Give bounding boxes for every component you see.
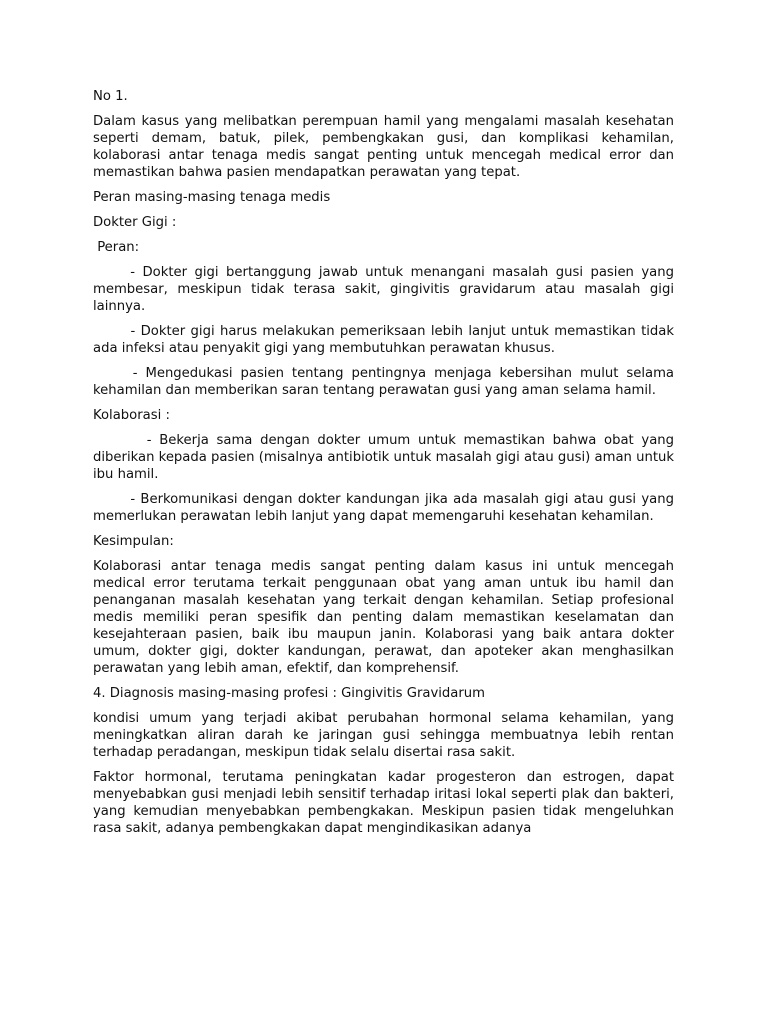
- dentist-title: Dokter Gigi :: [93, 215, 177, 230]
- document-body: [93, 88, 679, 845]
- collab-title: Kolaborasi :: [93, 408, 170, 423]
- collab-item: - Berkomunikasi dengan dokter kandungan jika ada masalah gigi atau gusi yang memerlukan perawatan lebih lanjut yang dapat memengaruhi kesehatan kehamilan.: [93, 492, 679, 524]
- role-item: - Mengedukasi pasien tentang pentingnya menjaga kebersihan mulut selama kehamilan dan memberikan saran tentang perawatan gusi yang aman selama hamil.: [93, 366, 679, 398]
- collab-item: - Bekerja sama dengan dokter umum untuk memastikan bahwa obat yang diberikan kepada pasien (misalnya antibiotik untuk masalah gigi atau gusi) aman untuk ibu hamil.: [93, 433, 679, 482]
- doc-heading: No 1.: [93, 89, 128, 104]
- conclusion-paragraph: Kolaborasi antar tenaga medis sangat penting dalam kasus ini untuk mencegah medical error terutama terkait penggunaan obat yang aman untuk ibu hamil dan penanganan masalah kesehatan yang terkait dengan kehamilan. Setiap profesional medis memiliki peran spesifik dan penting dalam memastikan keselamatan dan kesejahteraan pasien, baik ibu maupun janin. Kolaborasi yang baik antara dokter umum, dokter gigi, dokter kandungan, perawat, dan apoteker akan menghasilkan perawatan yang lebih aman, efektif, dan komprehensif.: [93, 559, 674, 676]
- diagnosis-paragraph: Faktor hormonal, terutama peningkatan kadar progesteron dan estrogen, dapat menyebabkan gusi menjadi lebih sensitif terhadap iritasi lokal seperti plak dan bakteri, yang kemudian menyebabkan pembengkakan. Meskipun pasien tidak mengeluhkan rasa sakit, adanya pembengkakan dapat mengindikasikan adanya: [93, 770, 674, 836]
- intro-paragraph: Dalam kasus yang melibatkan perempuan hamil yang mengalami masalah kesehatan seperti demam, batuk, pilek, pembengkakan gusi, dan komplikasi kehamilan, kolaborasi antar tenaga medis sangat penting untuk mencegah medical error dan memastikan bahwa pasien mendapatkan perawatan yang tepat.: [93, 114, 674, 180]
- role-item: - Dokter gigi harus melakukan pemeriksaan lebih lanjut untuk memastikan tidak ada infeksi atau penyakit gigi yang membutuhkan perawatan khusus.: [93, 324, 679, 356]
- conclusion-title: Kesimpulan:: [93, 534, 174, 549]
- diagnosis-paragraph: kondisi umum yang terjadi akibat perubahan hormonal selama kehamilan, yang meningkatkan aliran darah ke jaringan gusi sehingga membuatnya lebih rentan terhadap peradangan, meskipun tidak selalu disertai rasa sakit.: [93, 711, 674, 760]
- role-title: Peran:: [93, 240, 140, 255]
- section-title: Peran masing-masing tenaga medis: [93, 190, 331, 205]
- diagnosis-title: 4. Diagnosis masing-masing profesi : Gingivitis Gravidarum: [93, 686, 485, 701]
- role-item: - Dokter gigi bertanggung jawab untuk menangani masalah gusi pasien yang membesar, meskipun tidak terasa sakit, gingivitis gravidarum atau masalah gigi lainnya.: [93, 265, 679, 314]
